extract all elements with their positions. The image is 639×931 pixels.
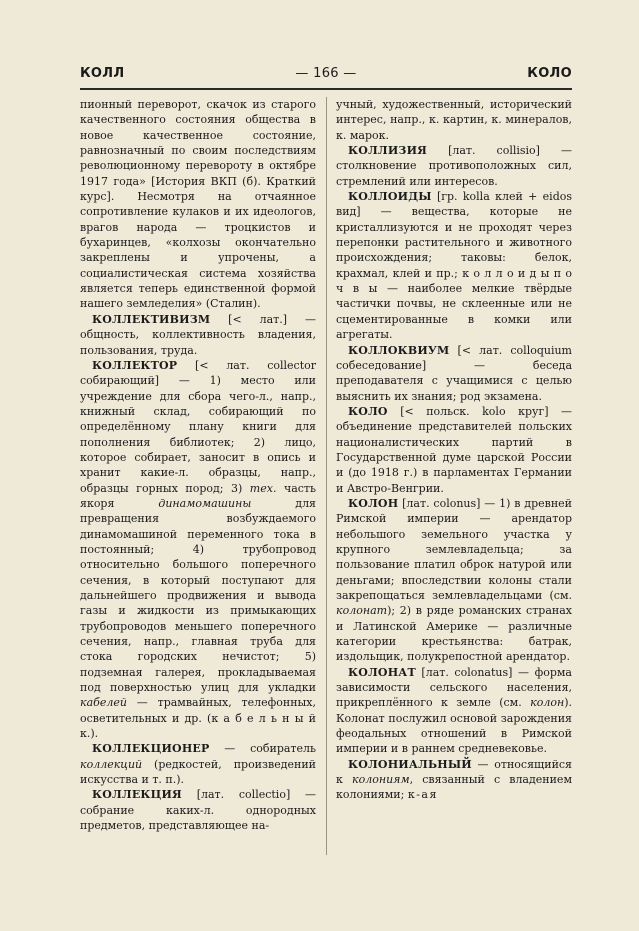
entry-kollektivizm	[80, 312, 316, 358]
entry-definition: ); 2) в ряде романских странах и Латинской Америке — различные категории крестьянства: батрак, издольщик, полукрепостной арендатор.	[336, 604, 572, 664]
header-left-guideword: КОЛЛ	[80, 66, 125, 81]
entry-definition: [< польск. kolo круг] — объединение представителей польских националистических партий в Государственной думе царской России и (до 1918 г.) в парламентах Германии и Австро-Венгрии.	[336, 404, 572, 495]
cross-reference-term: коллекций	[80, 757, 143, 771]
entry-headword: КОЛО	[348, 404, 388, 418]
abbreviation-label: тех.	[249, 481, 277, 495]
entry-definition: ). Колонат послужил основой зарождения феодальных отношений в Римской империи и в раннем средневековье.	[336, 696, 572, 756]
entry-definition: — относящийся к	[336, 757, 572, 787]
entry-headword: КОЛЛОКВИУМ	[348, 343, 450, 357]
entry-definition: [лат. collectio] — собрание каких-л. однородных предметов, представляющее на-	[80, 788, 316, 833]
entry-definition: — наиболее мелкие твёрдые частички почвы, не склеенные или не сцементированные в комки или агрегаты.	[336, 282, 572, 342]
spaced-subentry: (к а б е л ь н ы й к.).	[80, 711, 316, 741]
entry-definition: [гр. kolla клей + eidos вид] — вещества, которые не кристаллизуются и не проходят через перепонки растительного и животного происхождения; таковы: белок, крахмал, клей и пр.;	[336, 190, 572, 280]
spaced-subentry: к-ая	[407, 788, 438, 802]
entry-headword: КОЛОНИАЛЬНЫЙ	[348, 757, 472, 771]
entry-definition: — трамвайных, телефонных, осветительных и др.	[80, 696, 316, 725]
entry-kollektor	[80, 358, 316, 742]
entry-kollektsiya	[80, 787, 316, 833]
running-header	[80, 66, 572, 86]
entry-definition: , связанный с владением колониями;	[336, 773, 572, 802]
entry-kolloidy	[336, 189, 572, 342]
continued-entry-text: пионный переворот, скачок из старого качественного состояния общества в новое качественное состояние, равнозначный по своим последствиям революционному перевороту в октябре 1917 года» [История ВКП (б). Краткий курс]. Несмотря на отчаянное сопротивление кулаков и их идеологов, врагов народа — троцкистов и бухаринцев, «колхозы окончательно закреплены и упрочены, а социалистическая система хозяйства является теперь единственной формой нашего земледелия» (Сталин).	[80, 98, 316, 311]
continued-entry-text: учный, художественный, исторический интерес, напр., к. картин, к. минералов, к. марок.	[336, 98, 572, 142]
entry-definition: [лат. colonus] — 1) в древней Римской империи — арендатор небольшого земельного участка у крупного землевладельца; за пользование платил оброк натурой или деньгами; впоследствии колоны стали закрепощаться землевладельцами (см.	[336, 496, 572, 602]
header-right-guideword: КОЛО	[527, 66, 572, 81]
spaced-subentry: к о л л о и д ы п о ч в ы	[336, 266, 572, 296]
entry-definition: [< лат.] — общность, коллективность владения, пользования, труда.	[80, 312, 316, 357]
entry-definition: [< лат. colloquium собеседование] — беседа преподавателя с учащимися с целью выяснить их знания; род экзамена.	[336, 343, 572, 403]
entry-definition: [< лат. collector собирающий] — 1) место или учреждение для сбора чего-л., напр., книжный склад, собирающий по определённому плану книги для пополнения библиотек; 2) лицо, которое собирает, заносит в опись и хранит какие-л. образцы, напр., образцы горных пород; 3)	[80, 358, 316, 495]
entry-headword: КОЛЛОИДЫ	[348, 190, 432, 204]
entry-headword: КОЛОН	[348, 496, 399, 510]
entry-headword: КОЛОНАТ	[348, 665, 416, 679]
cross-reference-term: колониям	[352, 773, 410, 787]
entry-definition: [лат. collisio] — столкновение противоположных сил, стремлений или интересов.	[336, 144, 572, 188]
entry-kollektsioner	[80, 741, 316, 787]
cross-reference-term: кабелей	[80, 696, 127, 710]
cross-reference-term: колон	[530, 696, 565, 710]
entry-headword: КОЛЛЕКЦИЯ	[92, 788, 182, 802]
entry-kollokvium	[336, 343, 572, 404]
entry-kolo	[336, 404, 572, 496]
entry-definition: — собиратель	[209, 742, 316, 756]
page-number: — 166 —	[295, 66, 357, 81]
entry-kolliziya	[336, 143, 572, 189]
left-column	[80, 97, 316, 834]
entry-kolon	[336, 496, 572, 665]
entry-definition: (редкостей, произведений искусства и т. п.).	[80, 757, 316, 787]
header-rule	[80, 88, 572, 90]
entry-headword: КОЛЛЕКТИВИЗМ	[92, 312, 211, 326]
entry-definition: [лат. colonatus] — форма зависимости сельского населения, прикреплённого к земле (см.	[336, 665, 572, 710]
entry-definition: часть якоря	[80, 481, 317, 510]
cross-reference-term: динамомашины	[158, 496, 252, 510]
entry-headword: КОЛЛЕКЦИОНЕР	[92, 742, 210, 756]
entry-kolonialnyi	[336, 757, 572, 803]
entry-definition: для превращения возбуждаемого динамомашиной переменного тока в постоянный; 4) трубопровод относительно большого поперечного сечения, в который поступают для дальнейшего продвижения и вывода газы и жидкости из примыкающих трубопроводов меньшего поперечного сечения, напр., главная труба для стока городских нечистот; 5) подземная галерея, прокладываемая под поверхностью улиц для укладки	[80, 496, 316, 695]
column-divider	[326, 97, 327, 855]
entry-kolonat	[336, 665, 572, 757]
entry-headword: КОЛЛИЗИЯ	[348, 144, 428, 158]
entry-headword: КОЛЛЕКТОР	[92, 358, 178, 372]
cross-reference-term: колонат	[336, 604, 388, 618]
right-column	[336, 97, 572, 803]
